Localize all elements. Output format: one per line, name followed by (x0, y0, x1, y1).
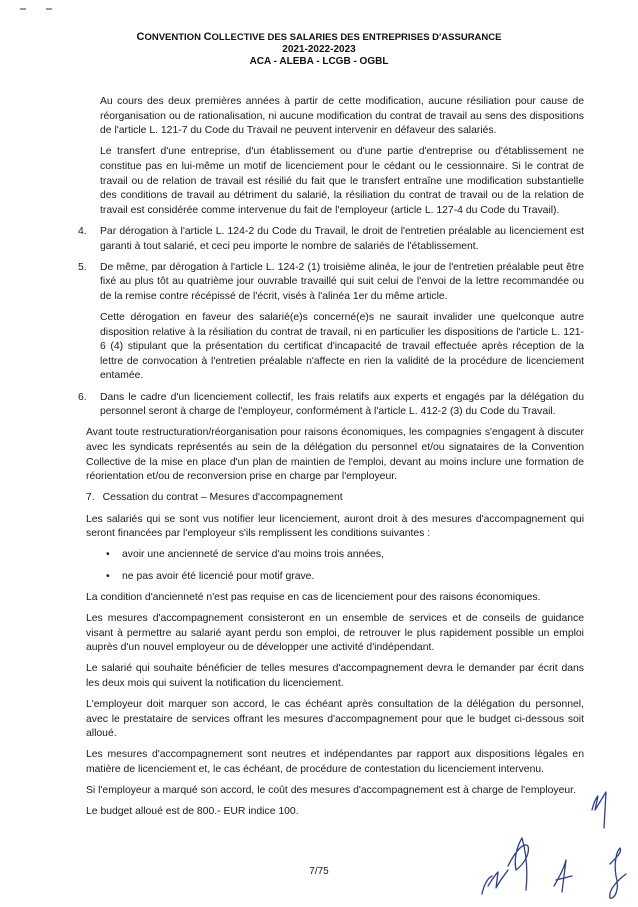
paragraph: Cette dérogation en faveur des salarié(e)s concerné(e)s ne saurait invalider une quelconque autre disposition relative à la résiliation du contrat de travail, ni en particulier les dispositions de l'article L. 121-6 (4) stipulant que la présentation du certificat d'incapacité de travail effectuée après réception de la lettre de convocation à l'entretien préalable n'affecte en rien la validité de la procédure de licenciement entamée. (100, 312, 584, 382)
scan-speck (20, 8, 26, 10)
document-header (0, 31, 638, 68)
bullet-item: • avoir une ancienneté de service d'au moins trois années, (86, 548, 584, 563)
paragraph: L'employeur doit marquer son accord, le cas échéant après consultation de la délégation du personnel, avec le prestataire de services offrant les mesures d'accompagnement pour que le budget ci-dessous soit alloué. (86, 699, 584, 740)
paragraph: Avant toute restructuration/réorganisation pour raisons économiques, les compagnies s'engagent à discuter avec les syndicats représentés au sein de la délégation du personnel et/ou signataires de la Convention Collective de la mise en place d'un plan de maintien de l'emploi, devant au moins inclure une formation de réorientation et/ou de reconversion prise en charge par l'employeur. (86, 427, 584, 483)
paragraph: Le salarié qui souhaite bénéficier de telles mesures d'accompagnement devra le demander par écrit dans les deux mois qui suivent la notification du licenciement. (86, 663, 584, 689)
numbered-item-6: 6. Dans le cadre d'un licenciement collectif, les frais relatifs aux experts et engagés par la délégation du personnel seront à charge de l'employeur, conformément à l'article L. 412-2 (3) du Code du Travail. (78, 391, 584, 418)
paragraph: Si l'employeur a marqué son accord, le coût des mesures d'accompagnement est à charge de l'employeur. (86, 785, 576, 797)
header-signatories: ACA - ALEBA - LCGB - OGBL (249, 56, 389, 67)
signature-stroke (508, 838, 528, 890)
section-heading-7: 7. Cessation du contrat – Mesures d'accompagnement (86, 492, 343, 504)
paragraph: Les mesures d'accompagnement sont neutres et indépendantes par rapport aux dispositions légales en matière de licenciement et, le cas échéant, de procédure de contestation du licenciement intervenu. (86, 749, 584, 776)
signatures (470, 780, 638, 902)
bullet-icon: • (106, 549, 110, 561)
signature-stroke (592, 792, 606, 828)
paragraph: Le transfert d'une entreprise, d'un établissement ou d'une partie d'entreprise ou d'établissement ne constitue pas en lui-même un motif de licenciement pour le cédant ou le cessionnaire. Si le contrat de travail ou de relation de travail est résilié du fait que le transfert entraîne une modification substantielle des conditions de travail au détriment du salarié, la résiliation du contrat de travail ou de la relation de travail est considérée comme intervenue du fait de l'employeur (article L. 127-4 du Code du Travail). (100, 146, 584, 216)
paragraph: Les mesures d'accompagnement consisteront en un ensemble de services et de conseils de guidance visant à permettre au salarié ayant perdu son emploi, de retrouver le plus rapidement possible un emploi auprès d'un nouvel employeur ou de développer une activité d'indépendant. (86, 612, 584, 654)
document-body (78, 95, 584, 827)
paragraph: Les salariés qui se sont vus notifier leur licenciement, auront droit à des mesures d'accompagnement qui seront financées par l'employeur s'ils remplissent les conditions suivantes : (86, 513, 584, 540)
item-number: 5. (78, 261, 87, 273)
bullet-icon: • (106, 570, 110, 582)
paragraph: La condition d'ancienneté n'est pas requise en cas de licenciement pour des raisons économiques. (86, 591, 541, 603)
page-number: 7/75 (309, 866, 329, 877)
header-title: CONVENTION COLLECTIVE DES SALARIES DES ENTREPRISES D'ASSURANCE (136, 31, 502, 43)
scan-speck (46, 8, 52, 10)
numbered-item-4: 4. Par dérogation à l'article L. 124-2 du Code du Travail, le droit de l'entretien préalable au licenciement est garanti à tout salarié, et ceci peu importe le nombre de salariés de l'établissement. (78, 225, 584, 252)
numbered-item-5: 5. De même, par dérogation à l'article L. 124-2 (1) troisième alinéa, le jour de l'entretien préalable peut être fixé au plus tôt au quatrième jour ouvrable travaillé qui suit celui de l'envoi de la lettre recommandée ou de la remise contre récépissé de l'écrit, visés à l'alinéa 1er du même article. (78, 261, 584, 302)
header-years: 2021-2022-2023 (282, 44, 356, 55)
handwritten-signatures-icon (470, 780, 638, 902)
item-number: 6. (78, 391, 87, 403)
paragraph: Le budget alloué est de 800.- EUR indice 100. (86, 806, 299, 818)
item-number: 4. (78, 225, 87, 237)
bullet-item: • ne pas avoir été licencié pour motif grave. (86, 570, 584, 585)
paragraph: Au cours des deux premières années à partir de cette modification, aucune résiliation pour cause de réorganisation ou de rationalisation, ni aucune modification du contrat de travail au sens des dispositions de l'article L. 121-7 du Code du Travail ne peuvent intervenir en défaveur des salariés. (100, 96, 584, 137)
